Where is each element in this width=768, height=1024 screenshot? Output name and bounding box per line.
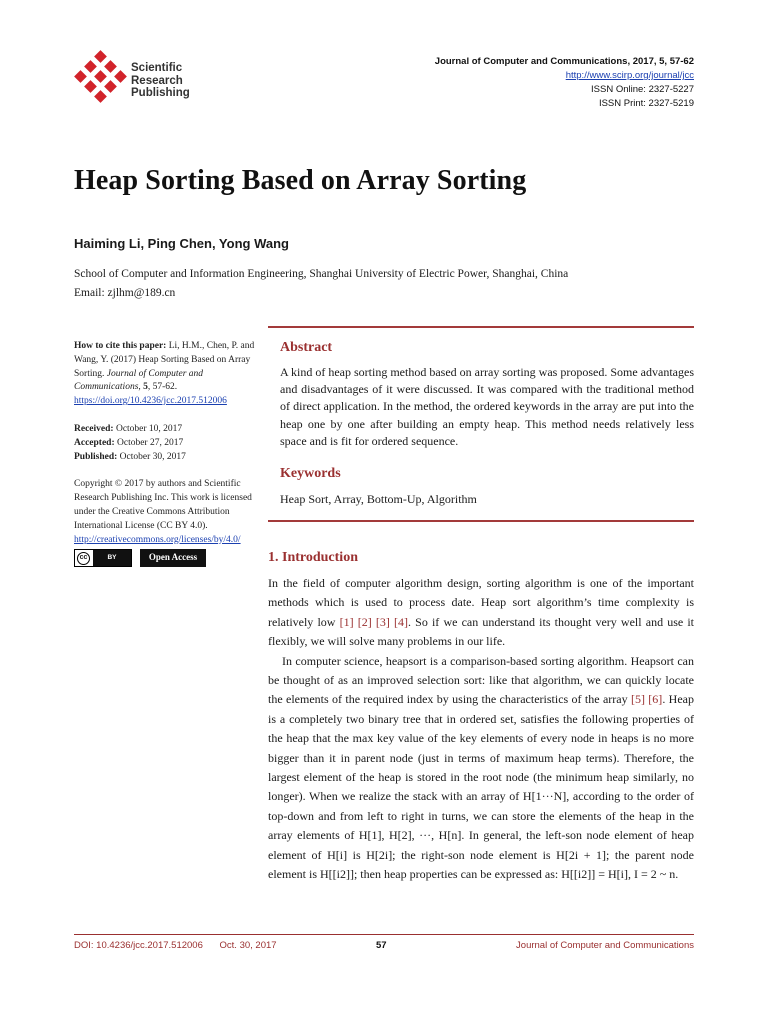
publisher-name-line: Research	[131, 74, 183, 87]
publisher-logo	[74, 50, 204, 110]
abstract-top-rule	[268, 326, 694, 328]
citation-block	[74, 340, 264, 409]
cc-icon: cc	[77, 552, 90, 565]
citation-pages: , 57-62.	[147, 382, 178, 393]
received-label: Received:	[74, 423, 114, 434]
keywords-heading: Keywords	[280, 466, 341, 481]
license-link[interactable]: http://creativecommons.org/licenses/by/4.0/	[74, 534, 241, 545]
citation-journal: Journal of Computer and Communications	[74, 368, 204, 393]
publisher-name-line: Publishing	[131, 87, 190, 99]
intro-p1-text: In the field of computer algorithm design, sorting algorithm is one of the important methods which is used to process date. Heap sort algorithm’s time complexity is relatively low	[268, 576, 694, 629]
open-access-badge[interactable]: Open Access	[140, 549, 206, 567]
published-value: October 30, 2017	[117, 451, 186, 462]
cc-by-badge[interactable]	[74, 549, 132, 567]
citation-volume-sep: ,	[138, 382, 144, 393]
footer-journal: Journal of Computer and Communications	[516, 940, 694, 951]
citation-volume: 5	[143, 382, 148, 393]
article-info-sidebar	[74, 340, 264, 581]
footer-doi: DOI: 10.4236/jcc.2017.512006	[74, 940, 203, 951]
paper-affiliation: School of Computer and Information Engineering, Shanghai University of Electric Power, Shanghai, China	[74, 268, 569, 280]
publisher-name-line: Scientific	[131, 62, 183, 74]
intro-p1-text-end: . So if we can understand its thought very well and use it flexibly, we will solve many problems in our life.	[268, 614, 695, 649]
introduction-heading: 1. Introduction	[268, 550, 358, 565]
abstract-heading: Abstract	[280, 340, 333, 355]
introduction-body	[268, 574, 694, 885]
license-text: Copyright © 2017 by authors and Scientific Research Publishing Inc. This work is licensed under the Creative Commons Attribution International License (CC BY 4.0).	[74, 479, 252, 531]
received-date	[74, 423, 264, 437]
intro-p1-references[interactable]: [1] [2] [3] [4]	[339, 614, 409, 629]
accepted-label: Accepted:	[74, 437, 115, 448]
intro-p2-references[interactable]: [5] [6]	[630, 692, 663, 707]
intro-p2-text-end: . Heap is a completely two binary tree that in ordered set, satisfies the following properties of the heap that the max key value of the key elements of every node in heaps is no more bigger than it in parent node (just in terms of maximum heap terms). Therefore, the largest element of the heap is stored in the root node (the minimum heap similarly, no longer). When we realize the stack with an array of H[1···N], according to the order of top-down and from left to right in turns, we can store the elements of the heap in the array elements of H[1], H[2], ···, H[n]. In general, the left-son node element of heap element of H[i] is H[2i]; the right-son node element is H[2i + 1]; the parent node element is H[[i2]]; then heap properties can be expressed as: H[[i2]] = H[i], I = 2 ~ n.	[268, 692, 694, 882]
page-number: 57	[376, 940, 387, 951]
citation-text: Li, H.M., Chen, P. and Wang, Y. (2017) Heap Sorting Based on Array Sorting.	[74, 341, 255, 379]
published-label: Published:	[74, 451, 118, 462]
paper-title: Heap Sorting Based on Array Sorting	[74, 165, 527, 196]
issn-print: ISSN Print: 2327-5219	[598, 98, 694, 109]
journal-url-link[interactable]: http://www.scirp.org/journal/jcc	[565, 70, 694, 81]
doi-link[interactable]: https://doi.org/10.4236/jcc.2017.512006	[74, 396, 227, 407]
intro-paragraph-1	[268, 574, 694, 652]
footer-date: Oct. 30, 2017	[219, 940, 277, 951]
journal-info	[435, 55, 694, 111]
keywords-text: Heap Sort, Array, Bottom-Up, Algorithm	[280, 492, 477, 506]
by-icon: BY	[93, 550, 131, 566]
page-footer	[74, 940, 694, 951]
footer-rule	[74, 934, 694, 935]
abstract-text: A kind of heap sorting method based on array sorting was proposed. Some advantages and disadvantages of it were discussed. It was compared with the traditional method of direct application. In the method, the ordered keywords in the array are put into the heap one by one after building an empty heap. This method needs relatively less space and is fit for ordered sequence.	[280, 365, 694, 448]
accepted-date	[74, 437, 264, 451]
received-value: October 10, 2017	[113, 423, 183, 434]
issn-online: ISSN Online: 2327-5227	[591, 84, 694, 95]
journal-citation: Journal of Computer and Communications, 2017, 5, 57-62	[434, 56, 694, 67]
published-date	[74, 451, 264, 465]
author-email: Email: zjlhm@189.cn	[74, 287, 176, 299]
publisher-name	[131, 62, 190, 100]
paper-authors: Haiming Li, Ping Chen, Yong Wang	[74, 236, 289, 251]
publisher-logo-icon	[74, 50, 130, 108]
accepted-value: October 27, 2017	[114, 437, 184, 448]
license-badges	[74, 549, 264, 567]
intro-p2-text: In computer science, heapsort is a comparison-based sorting algorithm. Heapsort can be thought of as an improved selection sort: like that algorithm, we can quickly locate the elements of the required index by using the characteristics of the array	[268, 653, 694, 707]
keywords-bottom-rule	[268, 520, 694, 522]
dates-block	[74, 423, 264, 464]
license-block	[74, 478, 264, 567]
intro-paragraph-2	[268, 652, 694, 885]
citation-label: How to cite this paper:	[74, 341, 167, 351]
